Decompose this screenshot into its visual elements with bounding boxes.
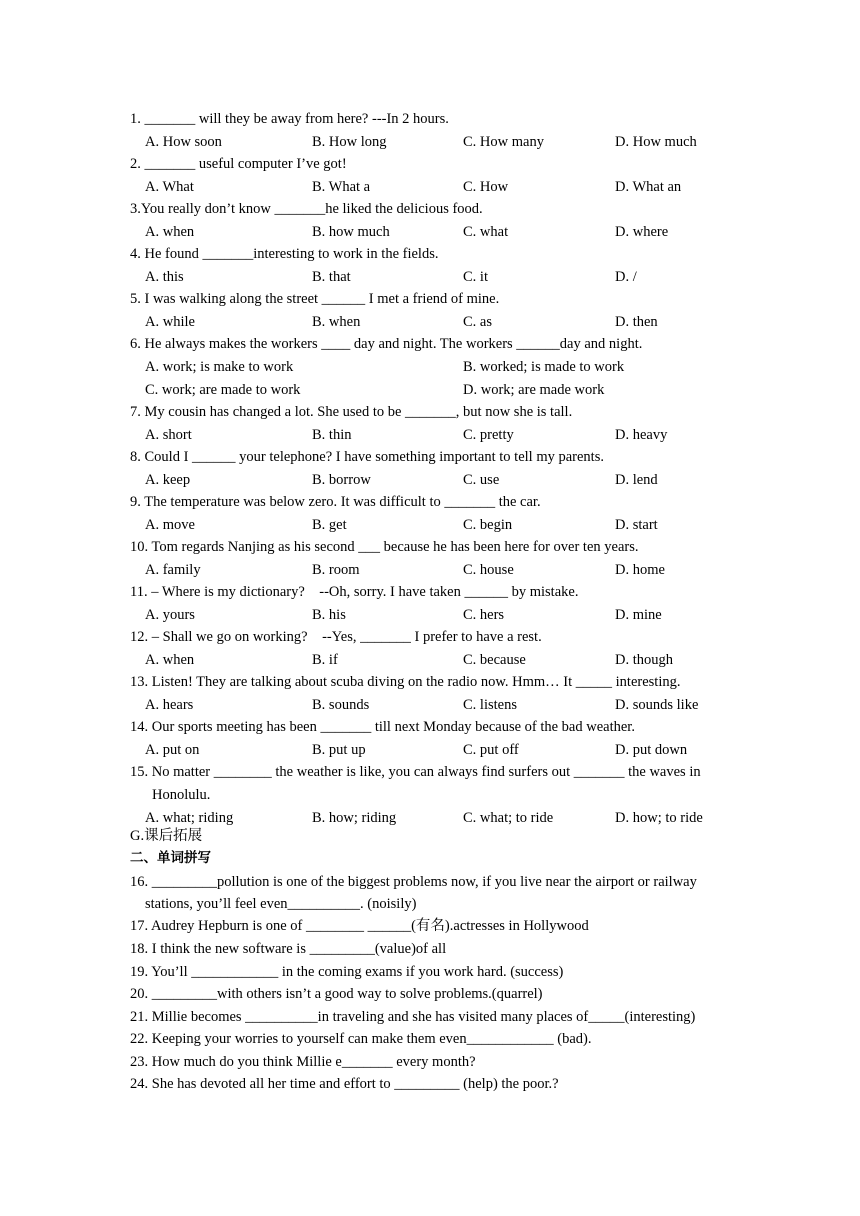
option-c: C. as [463,314,492,330]
question-stem: Tom regards Nanjing as his second ___ because he has been here for over ten years. [151,539,639,555]
question-stem: – Shall we go on working? --Yes, _______ I prefer to have a rest. [151,629,542,645]
spelling-18: 18. I think the new software is _________(value)of all [130,941,447,957]
option-d: D. work; are made work [463,382,605,398]
option-c: C. hers [463,607,505,623]
question-12 [130,628,542,646]
option-c: C. work; are made to work [145,382,301,398]
spelling-16-continued: stations, you’ll feel even__________. (noisily) [145,896,417,912]
option-a: A. short [145,427,192,443]
question-14 [130,718,635,736]
question-number: 7. [130,404,141,420]
spelling-17: 17. Audrey Hepburn is one of ________ ______(有名).actresses in Hollywood [130,918,589,934]
question-stem: Could I ______ your telephone? I have something important to tell my parents. [144,449,604,465]
option-a: A. put on [145,742,200,758]
option-a: A. while [145,314,195,330]
question-stem: – Where is my dictionary? --Oh, sorry. I have taken ______ by mistake. [151,584,579,600]
spelling-24: 24. She has devoted all her time and effort to _________ (help) the poor.? [130,1076,559,1092]
question-stem: Our sports meeting has been _______ till next Monday because of the bad weather. [151,719,635,735]
option-c: C. How [463,179,509,195]
option-a: A. this [145,269,184,285]
option-a: A. when [145,224,195,240]
question-number: 11. [130,584,148,600]
question-number: 4. [130,246,141,262]
option-c: C. How many [463,134,544,150]
question-stem-continued: Honolulu. [152,787,211,803]
question-7 [130,403,572,421]
option-c: C. what; to ride [463,810,554,826]
option-a: A. family [145,562,201,578]
option-d: D. sounds like [615,697,699,713]
option-d: D. start [615,517,658,533]
option-d: D. then [615,314,658,330]
question-number: 2. [130,156,141,172]
question-5 [130,290,499,308]
option-d: D. How much [615,134,697,150]
question-stem: Listen! They are talking about scuba diving on the radio now. Hmm… It _____ interesting. [151,674,681,690]
option-b: B. put up [312,742,366,758]
question-10 [130,538,638,556]
option-c: C. use [463,472,500,488]
question-11 [130,583,578,601]
option-b: B. his [312,607,346,623]
option-d: D. how; to ride [615,810,703,826]
question-9 [130,493,541,511]
question-stem: _______ will they be away from here? ---In 2 hours. [144,111,449,127]
question-15 [130,763,701,781]
option-d: D. / [615,269,637,285]
option-d: D. lend [615,472,658,488]
question-number: 3. [130,201,141,217]
option-c: C. put off [463,742,519,758]
option-a: A. work; is make to work [145,359,294,375]
option-a: A. move [145,517,195,533]
question-number: 13. [130,674,149,690]
section-two-heading: 二、单词拼写 [130,850,211,866]
option-b: B. how much [312,224,390,240]
option-c: C. what [463,224,509,240]
question-number: 15. [130,764,149,780]
spelling-21: 21. Millie becomes __________in traveling and she has visited many places of_____(interesting) [130,1009,696,1025]
question-stem: The temperature was below zero. It was difficult to _______ the car. [144,494,541,510]
question-3 [130,200,483,218]
option-b: B. thin [312,427,352,443]
question-4 [130,245,438,263]
option-a: A. yours [145,607,195,623]
option-b: B. sounds [312,697,370,713]
option-c: C. because [463,652,526,668]
option-d: D. where [615,224,669,240]
option-a: A. What [145,179,194,195]
option-b: B. how; riding [312,810,397,826]
option-c: C. house [463,562,514,578]
option-a: A. How soon [145,134,222,150]
question-number: 10. [130,539,149,555]
option-d: D. put down [615,742,688,758]
option-c: C. pretty [463,427,514,443]
question-stem: He always makes the workers ____ day and night. The workers ______day and night. [144,336,643,352]
question-stem: He found _______interesting to work in the fields. [144,246,439,262]
question-1 [130,110,449,128]
question-number: 9. [130,494,141,510]
section-g-heading: G.课后拓展 [130,828,203,844]
question-stem: My cousin has changed a lot. She used to be _______, but now she is tall. [144,404,573,420]
option-c: C. listens [463,697,517,713]
option-b: B. room [312,562,360,578]
spelling-16: 16. _________pollution is one of the biggest problems now, if you live near the airport or railway [130,874,697,890]
spelling-22: 22. Keeping your worries to yourself can make them even____________ (bad). [130,1031,592,1047]
option-b: B. that [312,269,351,285]
option-d: D. home [615,562,665,578]
option-b: B. worked; is made to work [463,359,625,375]
option-d: D. heavy [615,427,668,443]
option-a: A. keep [145,472,191,488]
spelling-19: 19. You’ll ____________ in the coming exams if you work hard. (success) [130,964,564,980]
option-b: B. What a [312,179,371,195]
spelling-20: 20. _________with others isn’t a good way to solve problems.(quarrel) [130,986,543,1002]
question-number: 14. [130,719,149,735]
question-2 [130,155,347,173]
option-d: D. What an [615,179,682,195]
option-a: A. what; riding [145,810,234,826]
option-b: B. get [312,517,347,533]
question-number: 8. [130,449,141,465]
spelling-23: 23. How much do you think Millie e_______ every month? [130,1054,476,1070]
question-number: 5. [130,291,141,307]
question-stem: I was walking along the street ______ I met a friend of mine. [144,291,500,307]
option-d: D. though [615,652,673,668]
option-a: A. when [145,652,195,668]
option-b: B. borrow [312,472,371,488]
option-b: B. How long [312,134,387,150]
option-b: B. when [312,314,361,330]
question-13 [130,673,681,691]
question-stem: You really don’t know _______he liked the delicious food. [140,201,483,217]
option-a: A. hears [145,697,194,713]
question-stem: _______ useful computer I’ve got! [144,156,347,172]
question-stem: No matter ________ the weather is like, you can always find surfers out _______ the waves in [151,764,701,780]
option-d: D. mine [615,607,662,623]
option-c: C. it [463,269,488,285]
question-number: 6. [130,336,141,352]
question-8 [130,448,604,466]
question-number: 1. [130,111,141,127]
option-b: B. if [312,652,338,668]
option-c: C. begin [463,517,513,533]
question-6 [130,335,642,353]
question-number: 12. [130,629,149,645]
